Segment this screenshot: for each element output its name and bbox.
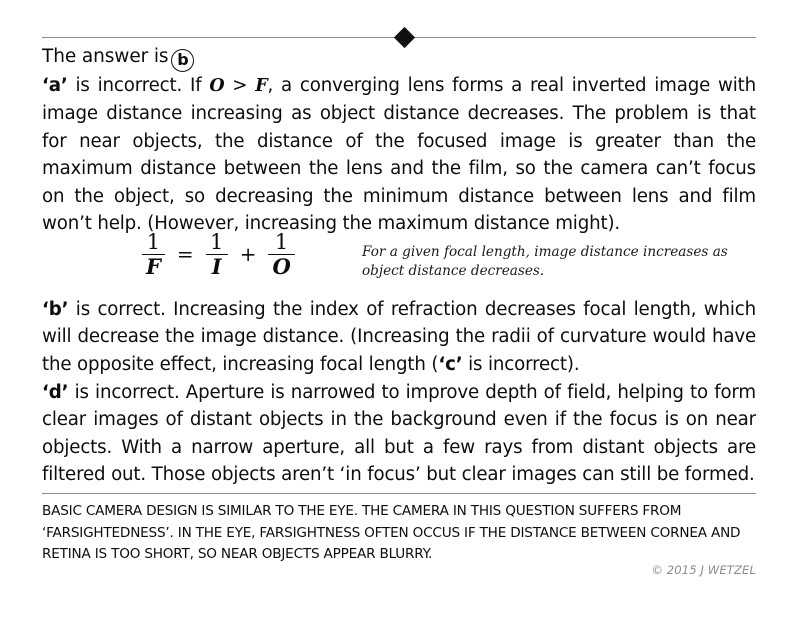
paragraph-b-text-part1: is correct. Increasing the index of refraction decreases focal length, which will decrease the image distance. (Increasing the radii of curvature would have the opposite effect, increasing focal length (	[42, 299, 756, 375]
equation-row	[42, 232, 756, 294]
plus-sign: +	[239, 242, 257, 267]
paragraph-a-text-part1: is incorrect. If	[67, 75, 210, 96]
paragraph-a-text-part2: , a converging lens forms a real inverted image with image distance increasing as object distance decreases. The problem is that for near objects, the distance of the focused image is greater than the maximum distance between the lens and the film, so the camera can’t focus on the object, so decreasing the minimum distance between lens and film won’t help. (However, increasing the maximum distance might).	[42, 75, 756, 235]
math-operator-greater-than: >	[224, 75, 256, 96]
paragraph-option-b	[42, 296, 756, 378]
answer-letter-badge: b	[171, 49, 194, 72]
equation-annotation: For a given focal length, image distance increases as object distance decreases.	[362, 244, 728, 279]
bottom-divider	[42, 493, 756, 494]
top-divider	[42, 37, 756, 39]
math-variable-o: O	[209, 76, 225, 96]
answer-headline	[42, 45, 194, 72]
fraction-numerator: 1	[146, 230, 161, 254]
paragraph-option-d	[42, 379, 756, 489]
answer-prefix-label: The answer is	[42, 46, 169, 67]
fraction-one-over-o	[268, 232, 294, 278]
fraction-numerator: 1	[210, 230, 224, 254]
equals-sign: =	[176, 242, 194, 267]
fraction-denominator: I	[211, 254, 222, 280]
diamond-bullet-icon	[394, 27, 415, 48]
fraction-denominator: O	[272, 254, 291, 280]
paragraph-option-a	[42, 72, 756, 237]
copyright-notice: © 2015 J WETZEL	[651, 563, 756, 577]
option-c-label: ‘c’	[438, 353, 463, 375]
option-d-label: ‘d’	[42, 382, 69, 403]
paragraph-b-text-part2: is incorrect).	[462, 353, 580, 375]
fraction-numerator: 1	[274, 230, 289, 254]
paragraph-d-text: is incorrect. Aperture is narrowed to improve depth of field, helping to form clear images of distant objects in the background even if the focus is on near objects. With a narrow aperture, all but a few rays from distant objects are filtered out. Those objects aren’t ‘in focus’ but clear images can still be formed.	[42, 382, 756, 486]
footnote-text: BASIC CAMERA DESIGN IS SIMILAR TO THE EYE. THE CAMERA IN THIS QUESTION SUFFERS FROM ‘FARSIGHTEDNESS’. IN THE EYE, FARSIGHTNESS OFTEN OCCUS IF THE DISTANCE BETWEEN CORNEA AND RETINA IS TOO SHORT, SO NEAR OBJECTS APPEAR BLURRY.	[42, 503, 741, 562]
fraction-one-over-i	[206, 232, 228, 278]
lens-equation	[139, 232, 298, 278]
math-variable-f: F	[255, 76, 268, 96]
fraction-denominator: F	[146, 254, 161, 280]
fraction-one-over-f	[142, 232, 165, 278]
option-b-label: ‘b’	[42, 299, 69, 320]
option-a-label: ‘a’	[42, 75, 68, 96]
